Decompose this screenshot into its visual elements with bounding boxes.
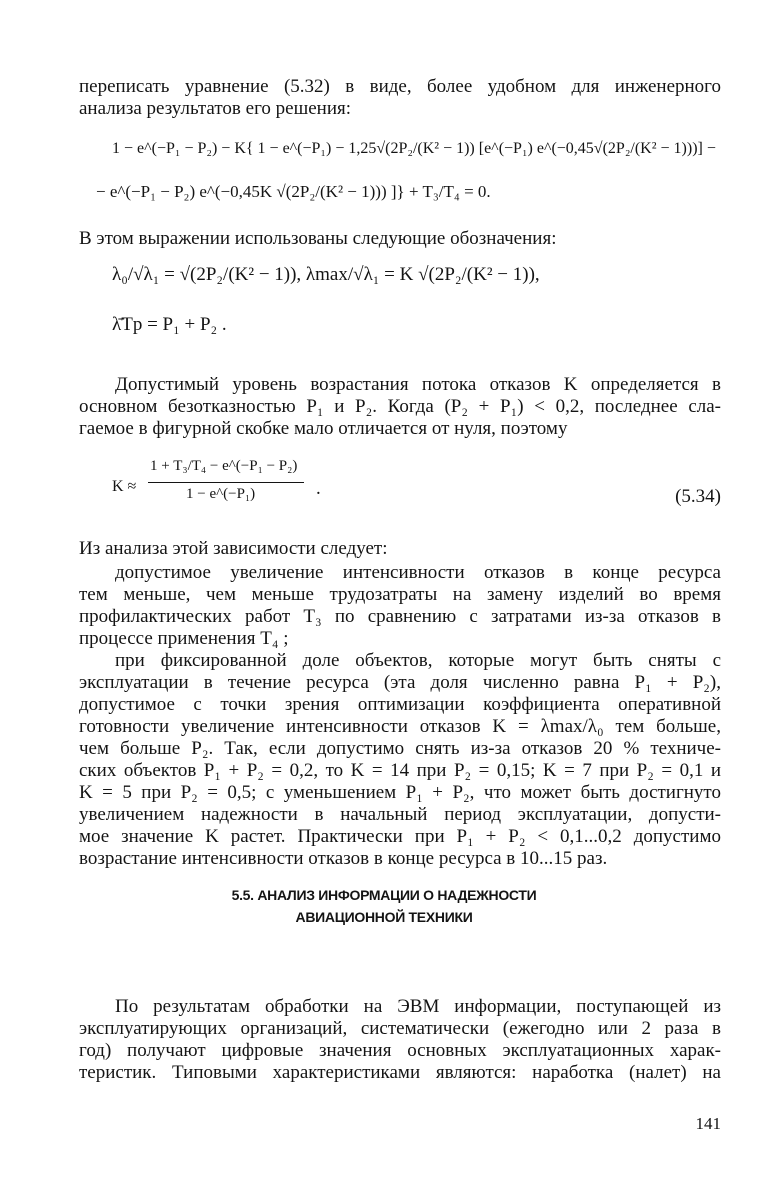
equation-534-dot: . [316,478,321,499]
notation-line1: λ₀/√λ₁ = √(2P₂/(K² − 1)), λmax/√λ₁ = K √(2P₂/(K² − 1)), [112,264,540,285]
text-line: гаемое в фигурной скобке мало отличается от нуля, поэтому [79,418,568,439]
text-line: эксплуатации в течение ресурса (эта доля численно равна P₁ + P₂), [79,672,721,693]
text-line: при фиксированной доле объектов, которые могут быть сняты с [115,650,721,671]
text-line: допустимое увеличение интенсивности отказов в конце ресурса [115,562,721,583]
paragraph-acceptable-level [79,374,721,440]
section-heading [0,884,768,928]
notation-intro: В этом выражении использованы следующие обозначения: [79,228,557,249]
equation-534-denominator: 1 − e^(−P₁) [186,486,256,502]
text-line: чем больше P₂. Так, если допустимо снять из-за отказов 20 % техниче- [79,738,721,759]
page-number: 141 [695,1114,721,1133]
text-line: профилактических работ T₃ по сравнению с затратами из-за отказов в [79,606,721,627]
section-heading-line2: АВИАЦИОННОЙ ТЕХНИКИ [295,909,473,925]
notation-line2: λ̄Tр = P₁ + P₂ . [112,314,227,335]
equation-534-numerator: 1 + T₃/T₄ − e^(−P₁ − P₂) [150,458,298,474]
text-line: процессе применения T₄ ; [79,628,289,649]
text-line: переписать уравнение (5.32) в виде, более удобном для инженерного [79,76,721,97]
text-line: эксплуатирующих организаций, систематически (ежегодно или 2 раза в [79,1018,721,1039]
text-line: K = 5 при P₂ = 0,5; с уменьшением P₁ + P₂, что может быть достигнуто [79,782,721,803]
text-line: ских объектов P₁ + P₂ = 0,2, то K = 14 при P₂ = 0,15; K = 7 при P₂ = 0,1 и [79,760,721,781]
section-heading-line1: 5.5. АНАЛИЗ ИНФОРМАЦИИ О НАДЕЖНОСТИ [231,887,537,903]
text-line: По результатам обработки на ЭВМ информации, поступающей из [115,996,721,1017]
text-line: допустимое с точки зрения оптимизации коэффициента оперативной [79,694,721,715]
text-line: тем меньше, чем меньше трудозатраты на замену изделий во время [79,584,721,605]
text-line: готовности увеличение интенсивности отказов K = λmax/λ₀ тем больше, [79,716,721,737]
paragraph-computer-processing [79,996,721,1084]
intro-paragraph [79,76,721,120]
text-line: возрастание интенсивности отказов в конце ресурса в 10...15 раз. [79,848,608,869]
equation-number: (5.34) [675,486,721,507]
text-line: основном безотказностью P₁ и P₂. Когда (P₂ + P₁) < 0,2, последнее сла- [79,396,721,417]
text-line: анализа результатов его решения: [79,98,352,119]
text-line: теристик. Типовыми характеристиками являются: наработка (налет) на [79,1062,721,1083]
paragraph-analysis-intro: Из анализа этой зависимости следует: [79,538,388,559]
text-line: увеличением надежности в начальный период эксплуатации, допусти- [79,804,721,825]
text-line: год) получают цифровые значения основных эксплуатационных харак- [79,1040,721,1061]
equation-532-line1: 1 − e^(−P₁ − P₂) − K{ 1 − e^(−P₁) − 1,25√(2P₂/(K² − 1)) [e^(−P₁) e^(−0,45√(2P₂/(K² − 1)))] − [112,140,716,157]
equation-534-lhs: K ≈ [112,478,137,495]
fraction-bar [148,482,304,483]
equation-532-line2: − e^(−P₁ − P₂) e^(−0,45K √(2P₂/(K² − 1))) ]} + T₃/T₄ = 0. [96,182,491,201]
paragraph-allowed-increase [79,562,721,650]
paragraph-fixed-share [79,650,721,870]
text-line: Допустимый уровень возрастания потока отказов K определяется в [115,374,721,395]
text-line: мое значение K растет. Практически при P₁ + P₂ < 0,1...0,2 допустимо [79,826,721,847]
